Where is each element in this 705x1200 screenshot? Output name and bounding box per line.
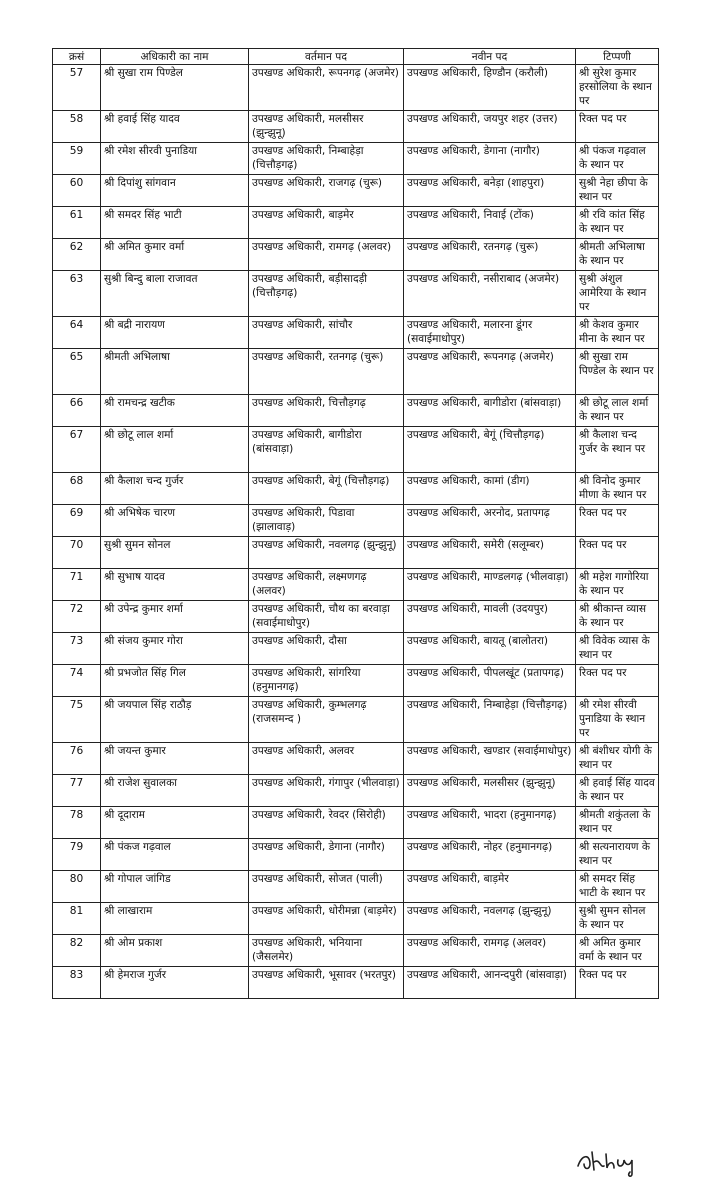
cell-new-post: उपखण्ड अधिकारी, बाड़मेर	[404, 871, 576, 903]
table-row	[53, 505, 659, 537]
cell-serial-number: 83	[53, 967, 101, 999]
cell-serial-number: 57	[53, 65, 101, 111]
cell-remark: श्री महेश गागोरिया के स्थान पर	[576, 569, 659, 601]
cell-serial-number: 74	[53, 665, 101, 697]
cell-remark: श्री हवाई सिंह यादव के स्थान पर	[576, 775, 659, 807]
cell-serial-number: 60	[53, 175, 101, 207]
cell-current-post: उपखण्ड अधिकारी, पिडावा (झालावाड़)	[249, 505, 404, 537]
signature-scribble	[574, 1140, 654, 1180]
cell-remark: श्री कैलाश चन्द गुर्जर के स्थान पर	[576, 427, 659, 473]
cell-new-post: उपखण्ड अधिकारी, बायतू (बालोतरा)	[404, 633, 576, 665]
cell-officer-name: श्री कैलाश चन्द गुर्जर	[101, 473, 249, 505]
cell-officer-name: श्री छोटू लाल शर्मा	[101, 427, 249, 473]
cell-current-post: उपखण्ड अधिकारी, रामगढ़ (अलवर)	[249, 239, 404, 271]
cell-officer-name: श्री अभिषेक चारण	[101, 505, 249, 537]
cell-current-post: उपखण्ड अधिकारी, रूपनगढ़ (अजमेर)	[249, 65, 404, 111]
transfer-table	[52, 48, 659, 999]
cell-serial-number: 68	[53, 473, 101, 505]
cell-serial-number: 59	[53, 143, 101, 175]
cell-new-post: उपखण्ड अधिकारी, बेगूं (चित्तौड़गढ़)	[404, 427, 576, 473]
cell-officer-name: श्री गोपाल जांगिड	[101, 871, 249, 903]
cell-officer-name: श्री हवाई सिंह यादव	[101, 111, 249, 143]
cell-current-post: उपखण्ड अधिकारी, लक्ष्मणगढ़ (अलवर)	[249, 569, 404, 601]
table-row	[53, 601, 659, 633]
cell-officer-name: श्री अमित कुमार वर्मा	[101, 239, 249, 271]
cell-remark: रिक्त पद पर	[576, 537, 659, 569]
cell-new-post: उपखण्ड अधिकारी, निम्बाहेड़ा (चित्तौड़गढ़)	[404, 697, 576, 743]
cell-officer-name: श्री समदर सिंह भाटी	[101, 207, 249, 239]
cell-officer-name: श्री हेमराज गुर्जर	[101, 967, 249, 999]
cell-new-post: उपखण्ड अधिकारी, रामगढ़ (अलवर)	[404, 935, 576, 967]
cell-new-post: उपखण्ड अधिकारी, निवाई (टोंक)	[404, 207, 576, 239]
cell-officer-name: श्री दूदाराम	[101, 807, 249, 839]
cell-officer-name: श्री प्रभजोत सिंह गिल	[101, 665, 249, 697]
table-row	[53, 967, 659, 999]
cell-officer-name: श्री ओम प्रकाश	[101, 935, 249, 967]
cell-serial-number: 62	[53, 239, 101, 271]
cell-remark: श्री श्रीकान्त व्यास के स्थान पर	[576, 601, 659, 633]
cell-remark: सुश्री सुमन सोनल के स्थान पर	[576, 903, 659, 935]
signature	[574, 1140, 654, 1180]
cell-officer-name: श्री लाखाराम	[101, 903, 249, 935]
cell-new-post: उपखण्ड अधिकारी, बनेड़ा (शाहपुरा)	[404, 175, 576, 207]
header-row	[53, 49, 659, 65]
cell-current-post: उपखण्ड अधिकारी, बड़ीसादड़ी (चित्तौड़गढ़)	[249, 271, 404, 317]
header-serial: क्रसं	[53, 49, 101, 65]
cell-current-post: उपखण्ड अधिकारी, अलवर	[249, 743, 404, 775]
cell-remark: रिक्त पद पर	[576, 967, 659, 999]
cell-serial-number: 66	[53, 395, 101, 427]
cell-officer-name: श्रीमती अभिलाषा	[101, 349, 249, 395]
cell-officer-name: श्री बद्री नारायण	[101, 317, 249, 349]
table-row	[53, 271, 659, 317]
cell-remark: श्री समदर सिंह भाटी के स्थान पर	[576, 871, 659, 903]
cell-remark: रिक्त पद पर	[576, 111, 659, 143]
header-remark: टिप्पणी	[576, 49, 659, 65]
table-row	[53, 903, 659, 935]
cell-remark: सुश्री अंशुल आमेरिया के स्थान पर	[576, 271, 659, 317]
cell-current-post: उपखण्ड अधिकारी, गंगापुर (भीलवाड़ा)	[249, 775, 404, 807]
cell-serial-number: 82	[53, 935, 101, 967]
cell-new-post: उपखण्ड अधिकारी, मावली (उदयपुर)	[404, 601, 576, 633]
cell-remark: श्रीमती शकुंतला के स्थान पर	[576, 807, 659, 839]
cell-new-post: उपखण्ड अधिकारी, जयपुर शहर (उत्तर)	[404, 111, 576, 143]
table-row	[53, 935, 659, 967]
cell-current-post: उपखण्ड अधिकारी, बेगूं (चित्तौड़गढ़)	[249, 473, 404, 505]
cell-serial-number: 58	[53, 111, 101, 143]
table-row	[53, 427, 659, 473]
table-row	[53, 473, 659, 505]
table-row	[53, 395, 659, 427]
cell-new-post: उपखण्ड अधिकारी, खण्डार (सवाईमाधोपुर)	[404, 743, 576, 775]
cell-officer-name: श्री रामचन्द्र खटीक	[101, 395, 249, 427]
cell-officer-name: श्री सुभाष यादव	[101, 569, 249, 601]
cell-serial-number: 75	[53, 697, 101, 743]
cell-current-post: उपखण्ड अधिकारी, बागीडोरा (बांसवाड़ा)	[249, 427, 404, 473]
cell-current-post: उपखण्ड अधिकारी, नवलगढ़ (झुन्झुनू)	[249, 537, 404, 569]
cell-serial-number: 67	[53, 427, 101, 473]
table-row	[53, 871, 659, 903]
header-new-post: नवीन पद	[404, 49, 576, 65]
cell-current-post: उपखण्ड अधिकारी, चित्तौड़गढ़	[249, 395, 404, 427]
cell-officer-name: श्री पंकज गढ़वाल	[101, 839, 249, 871]
cell-officer-name: श्री जयन्त कुमार	[101, 743, 249, 775]
cell-current-post: उपखण्ड अधिकारी, कुम्भलगढ़ (राजसमन्द )	[249, 697, 404, 743]
cell-new-post: उपखण्ड अधिकारी, समेरी (सलूम्बर)	[404, 537, 576, 569]
table-row	[53, 65, 659, 111]
cell-current-post: उपखण्ड अधिकारी, राजगढ़ (चुरू)	[249, 175, 404, 207]
table-row	[53, 697, 659, 743]
header-current-post: वर्तमान पद	[249, 49, 404, 65]
cell-remark: रिक्त पद पर	[576, 665, 659, 697]
cell-serial-number: 81	[53, 903, 101, 935]
cell-serial-number: 69	[53, 505, 101, 537]
cell-officer-name: श्री जयपाल सिंह राठौड़	[101, 697, 249, 743]
cell-new-post: उपखण्ड अधिकारी, हिण्डौन (करौली)	[404, 65, 576, 111]
cell-current-post: उपखण्ड अधिकारी, सांचौर	[249, 317, 404, 349]
table-row	[53, 633, 659, 665]
cell-remark: श्री अमित कुमार वर्मा के स्थान पर	[576, 935, 659, 967]
cell-serial-number: 72	[53, 601, 101, 633]
cell-remark: श्री पंकज गढ़वाल के स्थान पर	[576, 143, 659, 175]
cell-officer-name: श्री दिपांशु सांगवान	[101, 175, 249, 207]
cell-officer-name: श्री रमेश सीरवी पुनाडिया	[101, 143, 249, 175]
cell-remark: श्री सत्यनारायण के स्थान पर	[576, 839, 659, 871]
cell-officer-name: श्री उपेन्द्र कुमार शर्मा	[101, 601, 249, 633]
cell-serial-number: 65	[53, 349, 101, 395]
cell-serial-number: 64	[53, 317, 101, 349]
cell-new-post: उपखण्ड अधिकारी, आनन्दपुरी (बांसवाड़ा)	[404, 967, 576, 999]
cell-current-post: उपखण्ड अधिकारी, भनियाना (जैसलमेर)	[249, 935, 404, 967]
cell-serial-number: 80	[53, 871, 101, 903]
table-row	[53, 143, 659, 175]
cell-serial-number: 63	[53, 271, 101, 317]
table-row	[53, 349, 659, 395]
cell-new-post: उपखण्ड अधिकारी, डेगाना (नागौर)	[404, 143, 576, 175]
cell-current-post: उपखण्ड अधिकारी, दौसा	[249, 633, 404, 665]
cell-current-post: उपखण्ड अधिकारी, मलसीसर (झुन्झुनू)	[249, 111, 404, 143]
cell-serial-number: 79	[53, 839, 101, 871]
cell-remark: सुश्री नेहा छीपा के स्थान पर	[576, 175, 659, 207]
cell-remark: श्री सुखा राम पिण्डेल के स्थान पर	[576, 349, 659, 395]
cell-remark: श्री बंशीधर योगी के स्थान पर	[576, 743, 659, 775]
cell-new-post: उपखण्ड अधिकारी, कामां (डीग)	[404, 473, 576, 505]
cell-new-post: उपखण्ड अधिकारी, नवलगढ़ (झुन्झुनू)	[404, 903, 576, 935]
cell-serial-number: 77	[53, 775, 101, 807]
cell-serial-number: 71	[53, 569, 101, 601]
cell-current-post: उपखण्ड अधिकारी, भूसावर (भरतपुर)	[249, 967, 404, 999]
cell-remark: श्रीमती अभिलाषा के स्थान पर	[576, 239, 659, 271]
cell-serial-number: 61	[53, 207, 101, 239]
cell-remark: श्री केशव कुमार मीना के स्थान पर	[576, 317, 659, 349]
cell-new-post: उपखण्ड अधिकारी, मलारना डूंगर (सवाईमाधोपुर)	[404, 317, 576, 349]
cell-current-post: उपखण्ड अधिकारी, डेगाना (नागौर)	[249, 839, 404, 871]
cell-new-post: उपखण्ड अधिकारी, मलसीसर (झुन्झुनू)	[404, 775, 576, 807]
cell-serial-number: 70	[53, 537, 101, 569]
cell-remark: श्री विवेक व्यास के स्थान पर	[576, 633, 659, 665]
cell-current-post: उपखण्ड अधिकारी, रेवदर (सिरोही)	[249, 807, 404, 839]
cell-current-post: उपखण्ड अधिकारी, सांगरिया (हनुमानगढ़)	[249, 665, 404, 697]
cell-new-post: उपखण्ड अधिकारी, नसीराबाद (अजमेर)	[404, 271, 576, 317]
table-row	[53, 807, 659, 839]
cell-officer-name: श्री राजेश सुवालका	[101, 775, 249, 807]
cell-remark: श्री सुरेश कुमार हरसोलिया के स्थान पर	[576, 65, 659, 111]
cell-remark: श्री रवि कांत सिंह के स्थान पर	[576, 207, 659, 239]
table-row	[53, 569, 659, 601]
cell-current-post: उपखण्ड अधिकारी, निम्बाहेड़ा (चित्तौड़गढ़)	[249, 143, 404, 175]
cell-new-post: उपखण्ड अधिकारी, पीपलखूंट (प्रतापगढ़)	[404, 665, 576, 697]
table-row	[53, 175, 659, 207]
cell-current-post: उपखण्ड अधिकारी, सोजत (पाली)	[249, 871, 404, 903]
table-row	[53, 537, 659, 569]
cell-current-post: उपखण्ड अधिकारी, चौथ का बरवाड़ा (सवाईमाधोपुर)	[249, 601, 404, 633]
cell-officer-name: सुश्री सुमन सोनल	[101, 537, 249, 569]
cell-remark: रिक्त पद पर	[576, 505, 659, 537]
cell-current-post: उपखण्ड अधिकारी, बाड़मेर	[249, 207, 404, 239]
table-row	[53, 239, 659, 271]
cell-current-post: उपखण्ड अधिकारी, रतनगढ़ (चुरू)	[249, 349, 404, 395]
cell-officer-name: श्री सुखा राम पिण्डेल	[101, 65, 249, 111]
cell-new-post: उपखण्ड अधिकारी, भादरा (हनुमानगढ़)	[404, 807, 576, 839]
cell-serial-number: 78	[53, 807, 101, 839]
table-row	[53, 839, 659, 871]
table-body	[53, 65, 659, 999]
cell-new-post: उपखण्ड अधिकारी, अरनोद, प्रतापगढ़	[404, 505, 576, 537]
cell-current-post: उपखण्ड अधिकारी, धोरीमन्ना (बाड़मेर)	[249, 903, 404, 935]
cell-remark: श्री विनोद कुमार मीणा के स्थान पर	[576, 473, 659, 505]
cell-remark: श्री छोटू लाल शर्मा के स्थान पर	[576, 395, 659, 427]
cell-new-post: उपखण्ड अधिकारी, माण्डलगढ़ (भीलवाड़ा)	[404, 569, 576, 601]
cell-officer-name: सुश्री बिन्दु बाला राजावत	[101, 271, 249, 317]
cell-new-post: उपखण्ड अधिकारी, रतनगढ़ (चुरू)	[404, 239, 576, 271]
table-header	[53, 49, 659, 65]
cell-remark: श्री रमेश सीरवी पुनाडिया के स्थान पर	[576, 697, 659, 743]
table-row	[53, 317, 659, 349]
table-row	[53, 207, 659, 239]
header-officer-name: अधिकारी का नाम	[101, 49, 249, 65]
table-row	[53, 743, 659, 775]
cell-officer-name: श्री संजय कुमार गोरा	[101, 633, 249, 665]
cell-new-post: उपखण्ड अधिकारी, नोहर (हनुमानगढ़)	[404, 839, 576, 871]
cell-new-post: उपखण्ड अधिकारी, बागीडोरा (बांसवाड़ा)	[404, 395, 576, 427]
table-row	[53, 111, 659, 143]
cell-new-post: उपखण्ड अधिकारी, रूपनगढ़ (अजमेर)	[404, 349, 576, 395]
table-row	[53, 775, 659, 807]
cell-serial-number: 73	[53, 633, 101, 665]
table-row	[53, 665, 659, 697]
cell-serial-number: 76	[53, 743, 101, 775]
